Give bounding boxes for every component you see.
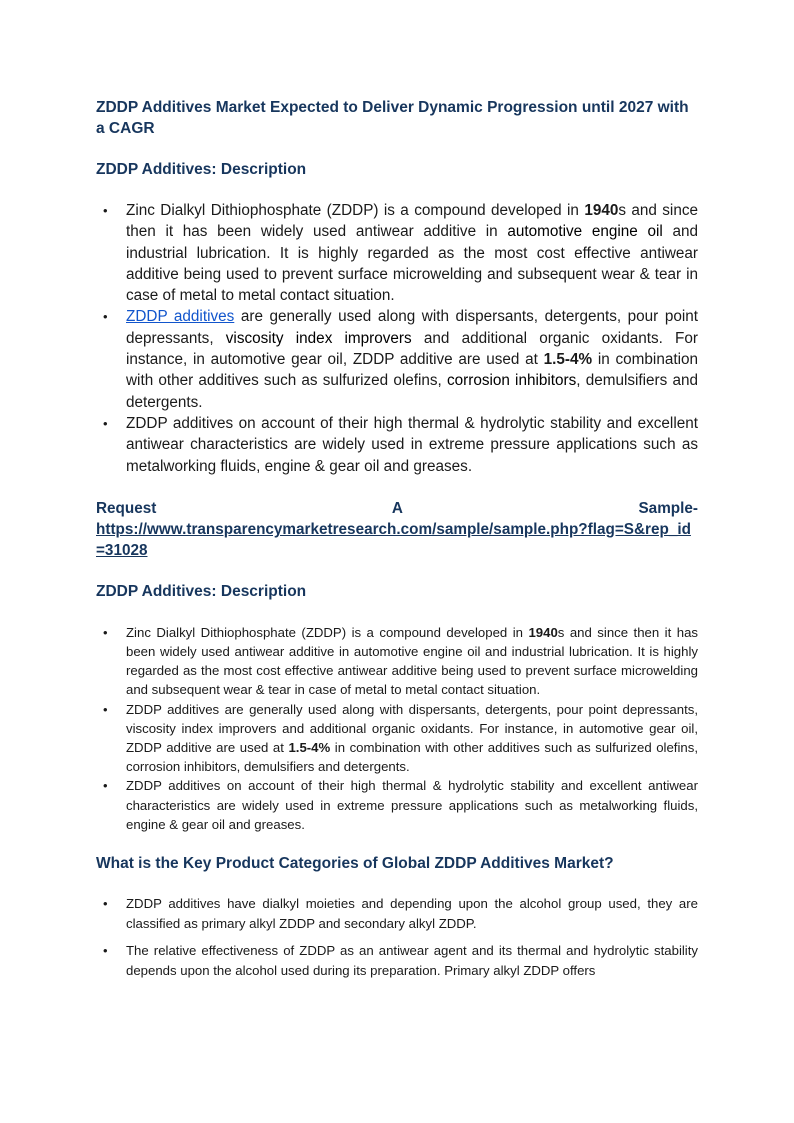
- bullet-icon: •: [103, 778, 108, 794]
- list-item: [96, 413, 698, 477]
- request-sample-url-wrap: [96, 519, 698, 561]
- text-segment: Zinc Dialkyl Dithiophosphate (ZDDP) is a compound developed in: [126, 202, 585, 219]
- text-segment: s and since then it has been widely used antiwear additive in automotive engine oil and industrial lubrication. It is highly regarded as the most cost effective antiwear additive being used to prevent surface microwelding and subsequent wear & tear in case of metal to metal contact situation.: [126, 624, 698, 698]
- request-sample-label: [96, 498, 698, 519]
- text-segment: and industrial lubrication. It is highly regarded as the most cost effective antiwear additive being used to prevent surface microwelding and subsequent wear & tear in case of metal to metal contact situation.: [126, 223, 698, 305]
- list-item: [96, 200, 698, 306]
- percentage-value: 1.5-4%: [543, 351, 593, 369]
- section-heading-description-2: ZDDP Additives: Description: [96, 582, 307, 600]
- bullet-icon: •: [103, 203, 108, 218]
- bullet-icon: •: [103, 943, 108, 959]
- section-heading-description: ZDDP Additives: Description: [96, 161, 307, 178]
- term-corrosion-inhibitors: corrosion inhibitors: [446, 372, 577, 390]
- text-segment: ZDDP additives on account of their high thermal & hydrolytic stability and excellent antiwear characteristics are widely used in extreme pressure applications such as metalworking fluids, engine & gear oil and greases.: [126, 414, 698, 475]
- term-automotive-engine-oil: automotive engine oil: [507, 223, 663, 241]
- percentage-value: 1.5-4%: [288, 740, 331, 756]
- text-segment: in combination with other additives such as sulfurized olefins,: [126, 351, 698, 390]
- key-categories-list: [96, 894, 698, 980]
- text-segment: s and since then it has been widely used antiwear additive in: [126, 202, 698, 241]
- list-item: [96, 894, 698, 933]
- document-title: ZDDP Additives Market Expected to Deliver Dynamic Progression until 2027 with a CAGR: [96, 99, 689, 137]
- year-value: 1940: [584, 202, 619, 219]
- document-body: [96, 97, 698, 980]
- description-list-2: [96, 623, 698, 834]
- section-heading-key-product-categories: What is the Key Product Categories of Global ZDDP Additives Market?: [96, 855, 614, 873]
- list-item: [96, 941, 698, 980]
- request-word: A: [391, 499, 403, 517]
- text-segment: The relative effectiveness of ZDDP as an antiwear agent and its thermal and hydrolytic stability depends upon the alcohol used during its preparation. Primary alkyl ZDDP offers: [126, 943, 698, 978]
- text-segment: Zinc Dialkyl Dithiophosphate (ZDDP) is a compound developed in: [126, 624, 529, 640]
- term-viscosity-index-improvers: viscosity index improvers: [225, 329, 412, 347]
- text-segment: ZDDP additives have dialkyl moieties and depending upon the alcohol group used, they are classified as primary alkyl ZDDP and secondary alkyl ZDDP.: [126, 896, 698, 931]
- text-segment: ZDDP additives on account of their high thermal & hydrolytic stability and excellent antiwear characteristics are widely used in extreme pressure applications such as metalworking fluids, engine & gear oil and greases.: [126, 778, 698, 832]
- text-segment: are generally used along with dispersants, detergents, pour point depressants,: [126, 308, 698, 347]
- year-value: 1940: [528, 624, 558, 640]
- list-item: [96, 623, 698, 700]
- bullet-icon: •: [103, 624, 108, 640]
- request-sample-block: [96, 498, 698, 561]
- text-segment: , demulsifiers and detergents.: [126, 372, 698, 411]
- bullet-icon: •: [103, 701, 108, 717]
- bullet-icon: •: [103, 309, 108, 325]
- text-segment: ZDDP additives are generally used along with dispersants, detergents, pour point depressants, viscosity index improvers and additional organic oxidants. For instance, in automotive gear oil, ZDDP additive are used at: [126, 701, 698, 756]
- description-list: [96, 200, 698, 477]
- list-item: [96, 306, 698, 412]
- list-item: [96, 776, 698, 834]
- request-word: Request: [96, 499, 157, 517]
- bullet-icon: •: [103, 415, 108, 431]
- zddp-additives-link[interactable]: ZDDP additives: [126, 308, 235, 326]
- list-item: [96, 700, 698, 777]
- request-word: Sample-: [638, 499, 698, 517]
- text-segment: in combination with other additives such as sulfurized olefins, corrosion inhibitors, demulsifiers and detergents.: [126, 740, 698, 775]
- bullet-icon: •: [103, 896, 108, 912]
- text-segment: and additional organic oxidants. For instance, in automotive gear oil, ZDDP additive are used at: [126, 329, 698, 369]
- request-sample-link[interactable]: https://www.transparencymarketresearch.com/sample/sample.php?flag=S&rep_id=31028: [96, 520, 691, 559]
